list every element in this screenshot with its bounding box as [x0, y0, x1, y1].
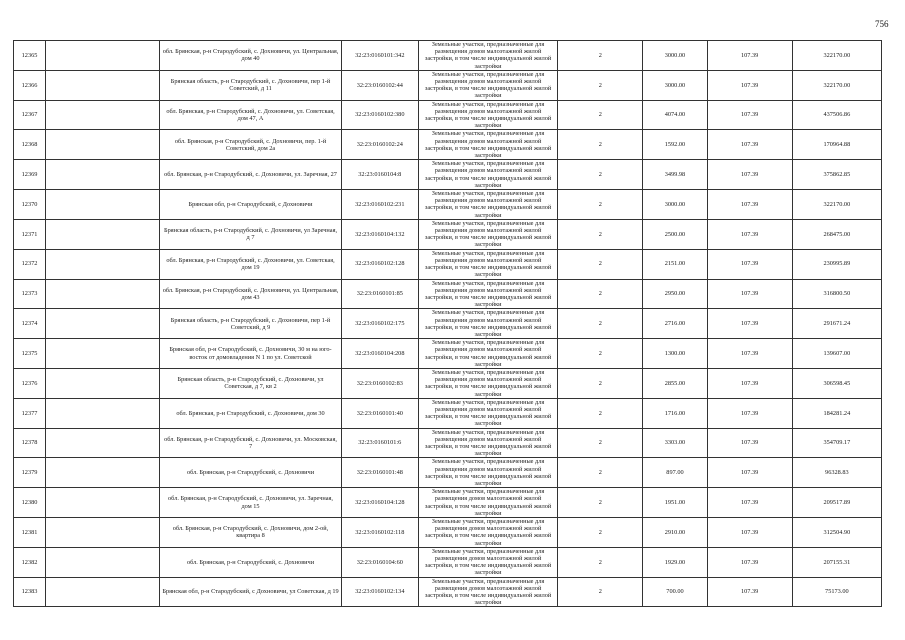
area-cell: 1929.00 — [643, 547, 707, 577]
cadastral-value-cell: 322170.00 — [792, 190, 881, 220]
land-use-cell: Земельные участки, предназначенные для размещения домов малоэтажной жилой застройки, в том числе индивидуальной жилой застройки — [418, 70, 557, 100]
rate-cell: 107.39 — [707, 70, 792, 100]
rate-cell: 107.39 — [707, 160, 792, 190]
cadastral-number-cell: 32:23:0160104:128 — [341, 488, 418, 518]
category-cell: 2 — [558, 309, 643, 339]
category-cell: 2 — [558, 41, 643, 71]
area-cell: 897.00 — [643, 458, 707, 488]
address-cell: обл. Брянская, р-н Стародубский, с. Дохновичи, дом 2-ой, квартира 8 — [160, 518, 341, 548]
row-number-cell: 12374 — [14, 309, 46, 339]
category-cell: 2 — [558, 518, 643, 548]
table-row — [14, 279, 882, 309]
row-number-cell: 12372 — [14, 249, 46, 279]
rate-cell: 107.39 — [707, 547, 792, 577]
cadastral-value-cell: 96328.83 — [792, 458, 881, 488]
category-cell: 2 — [558, 70, 643, 100]
table-row — [14, 458, 882, 488]
address-cell: Брянская область, р-н Стародубский, с. Дохновичи, пер 1-й Советский, д 11 — [160, 70, 341, 100]
cadastral-value-cell: 322170.00 — [792, 70, 881, 100]
cadastral-number-cell: 32:23:0160101:85 — [341, 279, 418, 309]
cadastral-number-cell: 32:23:0160102:24 — [341, 130, 418, 160]
table-row — [14, 130, 882, 160]
table-row — [14, 100, 882, 130]
row-number-cell: 12369 — [14, 160, 46, 190]
cadastral-value-cell: 184281.24 — [792, 398, 881, 428]
area-cell: 3000.00 — [643, 70, 707, 100]
cadastral-number-cell: 32:23:0160101:48 — [341, 458, 418, 488]
cadastral-value-cell: 75173.00 — [792, 577, 881, 607]
rate-cell: 107.39 — [707, 219, 792, 249]
area-cell: 2500.00 — [643, 219, 707, 249]
area-cell: 700.00 — [643, 577, 707, 607]
cadastral-number-cell: 32:23:0160104:208 — [341, 339, 418, 369]
empty-cell — [46, 70, 160, 100]
category-cell: 2 — [558, 100, 643, 130]
address-cell: обл. Брянская, р-н Стародубский, с. Дохновичи, ул. Заречная, 27 — [160, 160, 341, 190]
land-use-cell: Земельные участки, предназначенные для размещения домов малоэтажной жилой застройки, в том числе индивидуальной жилой застройки — [418, 547, 557, 577]
empty-cell — [46, 249, 160, 279]
category-cell: 2 — [558, 219, 643, 249]
cadastral-number-cell: 32:23:0160102:83 — [341, 368, 418, 398]
land-plots-table — [13, 40, 882, 607]
cadastral-value-cell: 209517.89 — [792, 488, 881, 518]
row-number-cell: 12379 — [14, 458, 46, 488]
address-cell: обл. Брянская, р-н Стародубский, с. Дохновичи, дом 30 — [160, 398, 341, 428]
address-cell: Брянская область, р-н Стародубский, с. Дохновичи, ул Заречная, д 7 — [160, 219, 341, 249]
table-body — [14, 41, 882, 607]
address-cell: обл. Брянская, р-н Стародубский, с. Дохновичи, ул. Московская, 7 — [160, 428, 341, 458]
land-use-cell: Земельные участки, предназначенные для размещения домов малоэтажной жилой застройки, в том числе индивидуальной жилой застройки — [418, 41, 557, 71]
table-row — [14, 160, 882, 190]
area-cell: 3000.00 — [643, 41, 707, 71]
row-number-cell: 12383 — [14, 577, 46, 607]
cadastral-value-cell: 306598.45 — [792, 368, 881, 398]
table-row — [14, 249, 882, 279]
empty-cell — [46, 428, 160, 458]
row-number-cell: 12376 — [14, 368, 46, 398]
area-cell: 2151.00 — [643, 249, 707, 279]
land-use-cell: Земельные участки, предназначенные для размещения домов малоэтажной жилой застройки, в том числе индивидуальной жилой застройки — [418, 488, 557, 518]
rate-cell: 107.39 — [707, 428, 792, 458]
land-use-cell: Земельные участки, предназначенные для размещения домов малоэтажной жилой застройки, в том числе индивидуальной жилой застройки — [418, 368, 557, 398]
cadastral-number-cell: 32:23:0160102:380 — [341, 100, 418, 130]
land-use-cell: Земельные участки, предназначенные для размещения домов малоэтажной жилой застройки, в том числе индивидуальной жилой застройки — [418, 577, 557, 607]
land-use-cell: Земельные участки, предназначенные для размещения домов малоэтажной жилой застройки, в том числе индивидуальной жилой застройки — [418, 130, 557, 160]
area-cell: 1716.00 — [643, 398, 707, 428]
rate-cell: 107.39 — [707, 41, 792, 71]
cadastral-value-cell: 316800.50 — [792, 279, 881, 309]
cadastral-number-cell: 32:23:0160102:44 — [341, 70, 418, 100]
empty-cell — [46, 577, 160, 607]
table-row — [14, 398, 882, 428]
rate-cell: 107.39 — [707, 577, 792, 607]
rate-cell: 107.39 — [707, 309, 792, 339]
address-cell: обл. Брянская, р-н Стародубский, с. Дохновичи, пер. 1-й Советский, дом 2а — [160, 130, 341, 160]
address-cell: обл. Брянская, р-н Стародубский, с. Дохновичи, ул. Центральная, дом 43 — [160, 279, 341, 309]
cadastral-number-cell: 32:23:0160101:40 — [341, 398, 418, 428]
land-use-cell: Земельные участки, предназначенные для размещения домов малоэтажной жилой застройки, в том числе индивидуальной жилой застройки — [418, 219, 557, 249]
area-cell: 2716.00 — [643, 309, 707, 339]
rate-cell: 107.39 — [707, 518, 792, 548]
land-use-cell: Земельные участки, предназначенные для размещения домов малоэтажной жилой застройки, в том числе индивидуальной жилой застройки — [418, 249, 557, 279]
cadastral-number-cell: 32:23:0160102:231 — [341, 190, 418, 220]
cadastral-number-cell: 32:23:0160101:6 — [341, 428, 418, 458]
category-cell: 2 — [558, 458, 643, 488]
empty-cell — [46, 309, 160, 339]
table-row — [14, 41, 882, 71]
rate-cell: 107.39 — [707, 130, 792, 160]
category-cell: 2 — [558, 249, 643, 279]
rate-cell: 107.39 — [707, 488, 792, 518]
category-cell: 2 — [558, 547, 643, 577]
land-use-cell: Земельные участки, предназначенные для размещения домов малоэтажной жилой застройки, в том числе индивидуальной жилой застройки — [418, 160, 557, 190]
cadastral-value-cell: 375862.85 — [792, 160, 881, 190]
cadastral-value-cell: 268475.00 — [792, 219, 881, 249]
area-cell: 2855.00 — [643, 368, 707, 398]
cadastral-number-cell: 32:23:0160101:342 — [341, 41, 418, 71]
rate-cell: 107.39 — [707, 339, 792, 369]
cadastral-value-cell: 139607.00 — [792, 339, 881, 369]
rate-cell: 107.39 — [707, 279, 792, 309]
category-cell: 2 — [558, 428, 643, 458]
row-number-cell: 12368 — [14, 130, 46, 160]
table-row — [14, 70, 882, 100]
cadastral-number-cell: 32:23:0160104:132 — [341, 219, 418, 249]
address-cell: Брянская область, р-н Стародубский, с. Дохновичи, ул Советская, д 7, кв 2 — [160, 368, 341, 398]
row-number-cell: 12380 — [14, 488, 46, 518]
land-use-cell: Земельные участки, предназначенные для размещения домов малоэтажной жилой застройки, в том числе индивидуальной жилой застройки — [418, 190, 557, 220]
table-row — [14, 577, 882, 607]
rate-cell: 107.39 — [707, 398, 792, 428]
empty-cell — [46, 368, 160, 398]
row-number-cell: 12373 — [14, 279, 46, 309]
cadastral-value-cell: 322170.00 — [792, 41, 881, 71]
empty-cell — [46, 547, 160, 577]
rate-cell: 107.39 — [707, 249, 792, 279]
category-cell: 2 — [558, 190, 643, 220]
row-number-cell: 12370 — [14, 190, 46, 220]
category-cell: 2 — [558, 160, 643, 190]
cadastral-value-cell: 437506.86 — [792, 100, 881, 130]
address-cell: обл. Брянская, р-н Стародубский, с. Дохновичи, ул. Центральная, дом 40 — [160, 41, 341, 71]
category-cell: 2 — [558, 577, 643, 607]
land-use-cell: Земельные участки, предназначенные для размещения домов малоэтажной жилой застройки, в том числе индивидуальной жилой застройки — [418, 100, 557, 130]
area-cell: 3499.98 — [643, 160, 707, 190]
category-cell: 2 — [558, 398, 643, 428]
area-cell: 3000.00 — [643, 190, 707, 220]
address-cell: Брянская обл, р-н Стародубский, с. Дохновичи, 30 м на юго-восток от домовладения N 1 по ул. Советской — [160, 339, 341, 369]
table-row — [14, 339, 882, 369]
table-row — [14, 488, 882, 518]
empty-cell — [46, 190, 160, 220]
address-cell: Брянская обл, р-н Стародубский, с Дохновичи — [160, 190, 341, 220]
row-number-cell: 12378 — [14, 428, 46, 458]
land-use-cell: Земельные участки, предназначенные для размещения домов малоэтажной жилой застройки, в том числе индивидуальной жилой застройки — [418, 398, 557, 428]
row-number-cell: 12365 — [14, 41, 46, 71]
row-number-cell: 12381 — [14, 518, 46, 548]
empty-cell — [46, 339, 160, 369]
cadastral-value-cell: 291671.24 — [792, 309, 881, 339]
cadastral-value-cell: 354709.17 — [792, 428, 881, 458]
cadastral-value-cell: 170964.88 — [792, 130, 881, 160]
cadastral-number-cell: 32:23:0160102:175 — [341, 309, 418, 339]
category-cell: 2 — [558, 339, 643, 369]
cadastral-number-cell: 32:23:0160102:128 — [341, 249, 418, 279]
rate-cell: 107.39 — [707, 368, 792, 398]
cadastral-value-cell: 230995.89 — [792, 249, 881, 279]
row-number-cell: 12375 — [14, 339, 46, 369]
category-cell: 2 — [558, 279, 643, 309]
land-use-cell: Земельные участки, предназначенные для размещения домов малоэтажной жилой застройки, в том числе индивидуальной жилой застройки — [418, 518, 557, 548]
page-number: 756 — [875, 19, 889, 29]
land-use-cell: Земельные участки, предназначенные для размещения домов малоэтажной жилой застройки, в том числе индивидуальной жилой застройки — [418, 428, 557, 458]
land-use-cell: Земельные участки, предназначенные для размещения домов малоэтажной жилой застройки, в том числе индивидуальной жилой застройки — [418, 309, 557, 339]
empty-cell — [46, 130, 160, 160]
table-row — [14, 219, 882, 249]
cadastral-number-cell: 32:23:0160102:134 — [341, 577, 418, 607]
rate-cell: 107.39 — [707, 100, 792, 130]
row-number-cell: 12382 — [14, 547, 46, 577]
rate-cell: 107.39 — [707, 458, 792, 488]
area-cell: 2910.00 — [643, 518, 707, 548]
land-use-cell: Земельные участки, предназначенные для размещения домов малоэтажной жилой застройки, в том числе индивидуальной жилой застройки — [418, 279, 557, 309]
row-number-cell: 12377 — [14, 398, 46, 428]
cadastral-number-cell: 32:23:0160102:118 — [341, 518, 418, 548]
table-row — [14, 368, 882, 398]
land-use-cell: Земельные участки, предназначенные для размещения домов малоэтажной жилой застройки, в том числе индивидуальной жилой застройки — [418, 458, 557, 488]
address-cell: Брянская обл, р-н Стародубский, с Дохновичи, ул Советская, д 19 — [160, 577, 341, 607]
empty-cell — [46, 398, 160, 428]
empty-cell — [46, 219, 160, 249]
address-cell: Брянская область, р-н Стародубский, с. Дохновичи, пер 1-й Советский, д 9 — [160, 309, 341, 339]
empty-cell — [46, 160, 160, 190]
row-number-cell: 12371 — [14, 219, 46, 249]
table-row — [14, 547, 882, 577]
table-row — [14, 190, 882, 220]
address-cell: обл. Брянская, р-н Стародубский, с. Дохновичи, ул. Заречная, дом 15 — [160, 488, 341, 518]
address-cell: обл. Брянская, р-н Стародубский, с. Дохновичи — [160, 458, 341, 488]
empty-cell — [46, 458, 160, 488]
category-cell: 2 — [558, 130, 643, 160]
area-cell: 1951.00 — [643, 488, 707, 518]
table-row — [14, 428, 882, 458]
area-cell: 4074.00 — [643, 100, 707, 130]
cadastral-value-cell: 312504.90 — [792, 518, 881, 548]
rate-cell: 107.39 — [707, 190, 792, 220]
area-cell: 1592.00 — [643, 130, 707, 160]
row-number-cell: 12366 — [14, 70, 46, 100]
area-cell: 3303.00 — [643, 428, 707, 458]
address-cell: обл. Брянская, р-н Стародубский, с. Дохновичи, ул. Советская, дом 47, А — [160, 100, 341, 130]
cadastral-number-cell: 32:23:0160104:8 — [341, 160, 418, 190]
empty-cell — [46, 488, 160, 518]
empty-cell — [46, 279, 160, 309]
land-use-cell: Земельные участки, предназначенные для размещения домов малоэтажной жилой застройки, в том числе индивидуальной жилой застройки — [418, 339, 557, 369]
address-cell: обл. Брянская, р-н Стародубский, с. Дохновичи — [160, 547, 341, 577]
category-cell: 2 — [558, 368, 643, 398]
empty-cell — [46, 41, 160, 71]
empty-cell — [46, 100, 160, 130]
empty-cell — [46, 518, 160, 548]
cadastral-number-cell: 32:23:0160104:60 — [341, 547, 418, 577]
area-cell: 2950.00 — [643, 279, 707, 309]
category-cell: 2 — [558, 488, 643, 518]
cadastral-value-cell: 207155.31 — [792, 547, 881, 577]
table-row — [14, 309, 882, 339]
table-row — [14, 518, 882, 548]
address-cell: обл. Брянская, р-н Стародубский, с. Дохновичи, ул. Советская, дом 19 — [160, 249, 341, 279]
row-number-cell: 12367 — [14, 100, 46, 130]
area-cell: 1300.00 — [643, 339, 707, 369]
